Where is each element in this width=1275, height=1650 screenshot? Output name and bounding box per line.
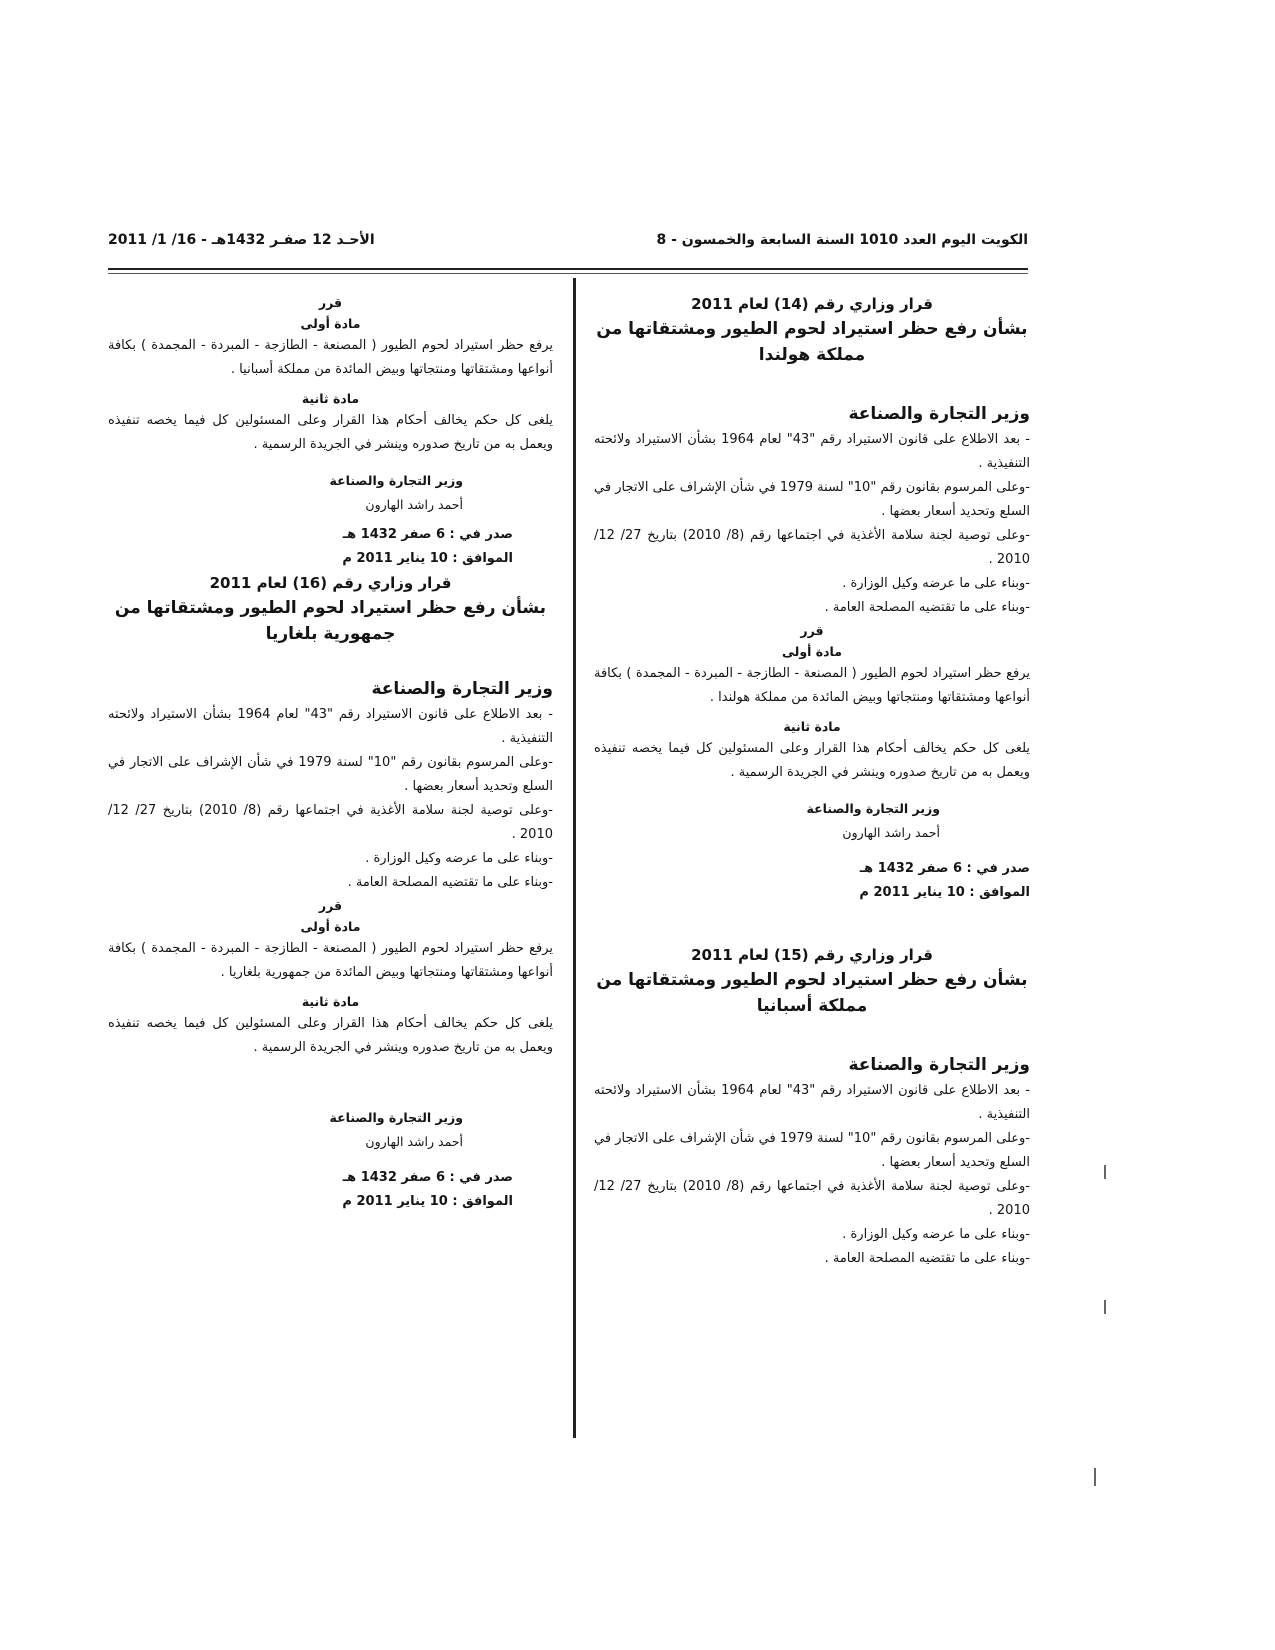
issue-date-gregorian: الموافق : 10 يناير 2011 م	[342, 1194, 513, 1209]
article-2-heading: مادة ثانية	[301, 994, 360, 1009]
page-header	[108, 232, 1028, 256]
decree-title: قرار وزاري رقم (14) لعام 2011	[691, 295, 933, 313]
header-date: الأحـد 12 صفـر 1432هـ - 16/ 1/ 2011	[108, 232, 375, 248]
issue-date-hijri: صدر في : 6 صفر 1432 هـ	[342, 527, 513, 542]
signatory-name: أحمد راشد الهارون	[842, 825, 940, 840]
header-rule	[108, 268, 1028, 270]
issue-date-hijri: صدر في : 6 صفر 1432 هـ	[859, 861, 1030, 876]
article-1-text: يرفع حظر استيراد لحوم الطيور ( المصنعة - الطازجة - المبردة - المجمدة ) بكافة أنواعها ومشتقاتها ومنتجاتها وبيض المائدة من مملكة أسبانيا .	[108, 338, 553, 377]
recital: -وبناء على ما تقتضيه المصلحة العامة .	[824, 600, 1030, 615]
article-1-heading: مادة أولى	[782, 644, 842, 659]
scan-artifact	[1094, 1468, 1096, 1486]
recital: -وبناء على ما تقتضيه المصلحة العامة .	[824, 1251, 1030, 1266]
decree-14	[594, 292, 1030, 905]
decree-subtitle: بشأن رفع حظر استيراد لحوم الطيور ومشتقاتها من مملكة أسبانيا	[596, 970, 1028, 1016]
decree-15	[594, 943, 1030, 1271]
scan-artifact	[1104, 1165, 1106, 1179]
recital: -وعلى المرسوم بقانون رقم "10" لسنة 1979 في شأن الإشراف على الاتجار في السلع وتحديد أسعار بعضها .	[594, 480, 1030, 519]
recital: -وبناء على ما عرضه وكيل الوزارة .	[365, 851, 553, 866]
decided-heading: قرر	[318, 295, 343, 310]
decided-heading: قرر	[800, 623, 824, 638]
issue-date-gregorian: الموافق : 10 يناير 2011 م	[859, 885, 1030, 900]
column-divider	[573, 278, 576, 1438]
decree-subtitle: بشأن رفع حظر استيراد لحوم الطيور ومشتقاتها من مملكة هولندا	[596, 319, 1028, 365]
recital: -وعلى المرسوم بقانون رقم "10" لسنة 1979 في شأن الإشراف على الاتجار في السلع وتحديد أسعار بعضها .	[594, 1131, 1030, 1170]
header-publication-info: الكويت اليوم العدد 1010 السنة السابعة والخمسون - 8	[656, 232, 1028, 248]
signatory-title: وزير التجارة والصناعة	[329, 1110, 463, 1125]
article-2-heading: مادة ثانية	[301, 391, 360, 406]
right-column	[594, 292, 1030, 1271]
article-2-text: يلغى كل حكم يخالف أحكام هذا القرار وعلى المسئولين كل فيما يخصه تنفيذه ويعمل به من تاريخ صدوره وينشر في الجريدة الرسمية .	[108, 1016, 553, 1055]
decree-16	[108, 571, 553, 1214]
recital: -وبناء على ما تقتضيه المصلحة العامة .	[347, 875, 553, 890]
left-column	[108, 292, 553, 1214]
article-1-heading: مادة أولى	[300, 316, 361, 331]
signatory-name: أحمد راشد الهارون	[365, 497, 463, 512]
article-1-heading: مادة أولى	[300, 919, 361, 934]
issue-date-gregorian: الموافق : 10 يناير 2011 م	[342, 551, 513, 566]
article-2-text: يلغى كل حكم يخالف أحكام هذا القرار وعلى المسئولين كل فيما يخصه تنفيذه ويعمل به من تاريخ صدوره وينشر في الجريدة الرسمية .	[594, 741, 1030, 780]
decree-title: قرار وزاري رقم (15) لعام 2011	[691, 946, 933, 964]
recital: -وبناء على ما عرضه وكيل الوزارة .	[842, 1227, 1030, 1242]
recital: - بعد الاطلاع على قانون الاستيراد رقم "43" لعام 1964 بشأن الاستيراد ولائحته التنفيذية .	[594, 432, 1030, 471]
issue-date-hijri: صدر في : 6 صفر 1432 هـ	[342, 1170, 513, 1185]
recital: -وعلى المرسوم بقانون رقم "10" لسنة 1979 في شأن الإشراف على الاتجار في السلع وتحديد أسعار بعضها .	[108, 755, 553, 794]
recital: -وعلى توصية لجنة سلامة الأغذية في اجتماعها رقم (8/ 2010) بتاريخ 27/ 12/ 2010 .	[594, 528, 1030, 567]
decided-heading: قرر	[318, 898, 343, 913]
signatory-name: أحمد راشد الهارون	[365, 1134, 463, 1149]
recital: -وعلى توصية لجنة سلامة الأغذية في اجتماعها رقم (8/ 2010) بتاريخ 27/ 12/ 2010 .	[108, 803, 553, 842]
minister-heading: وزير التجارة والصناعة	[848, 1055, 1030, 1075]
signatory-title: وزير التجارة والصناعة	[329, 473, 463, 488]
scan-artifact	[1104, 1300, 1106, 1314]
recital: - بعد الاطلاع على قانون الاستيراد رقم "43" لعام 1964 بشأن الاستيراد ولائحته التنفيذية .	[108, 707, 553, 746]
article-1-text: يرفع حظر استيراد لحوم الطيور ( المصنعة - الطازجة - المبردة - المجمدة ) بكافة أنواعها ومشتقاتها ومنتجاتها وبيض المائدة من جمهورية بلغاريا .	[108, 941, 553, 980]
recital: - بعد الاطلاع على قانون الاستيراد رقم "43" لعام 1964 بشأن الاستيراد ولائحته التنفيذية .	[594, 1083, 1030, 1122]
decree-title: قرار وزاري رقم (16) لعام 2011	[209, 574, 452, 592]
article-1-text: يرفع حظر استيراد لحوم الطيور ( المصنعة - الطازجة - المبردة - المجمدة ) بكافة أنواعها ومشتقاتها ومنتجاتها وبيض المائدة من مملكة هولندا .	[594, 666, 1030, 705]
minister-heading: وزير التجارة والصناعة	[848, 404, 1030, 424]
recital: -وبناء على ما عرضه وكيل الوزارة .	[842, 576, 1030, 591]
signatory-title: وزير التجارة والصناعة	[806, 801, 940, 816]
header-rule-thin	[108, 273, 1028, 274]
decree-15-continued	[108, 292, 553, 571]
article-2-text: يلغى كل حكم يخالف أحكام هذا القرار وعلى المسئولين كل فيما يخصه تنفيذه ويعمل به من تاريخ صدوره وينشر في الجريدة الرسمية .	[108, 413, 553, 452]
recital: -وعلى توصية لجنة سلامة الأغذية في اجتماعها رقم (8/ 2010) بتاريخ 27/ 12/ 2010 .	[594, 1179, 1030, 1218]
minister-heading: وزير التجارة والصناعة	[371, 679, 553, 699]
article-2-heading: مادة ثانية	[783, 719, 841, 734]
decree-subtitle: بشأن رفع حظر استيراد لحوم الطيور ومشتقاتها من جمهورية بلغاريا	[114, 598, 547, 644]
